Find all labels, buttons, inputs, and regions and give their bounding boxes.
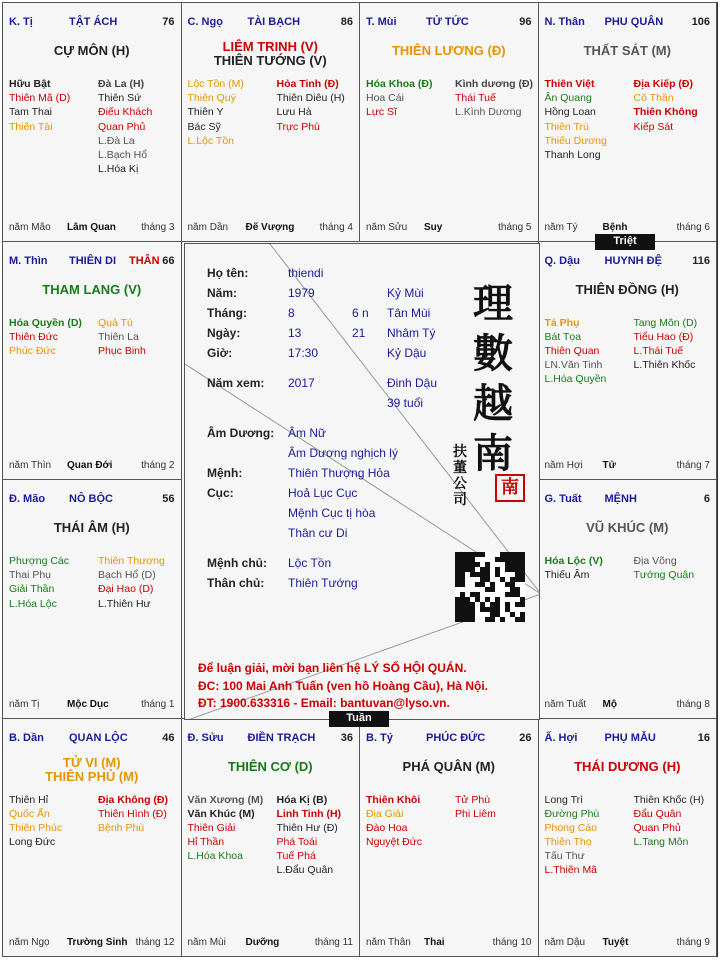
minor-star: Tam Thai xyxy=(9,106,52,119)
info-ngay-cc: Nhâm Tý xyxy=(387,326,436,340)
palace-footer xyxy=(545,699,711,710)
minor-star: Thiên Hỉ xyxy=(9,793,49,806)
palace-header xyxy=(188,16,354,28)
minor-star: Địa Kiếp (Đ) xyxy=(633,78,694,90)
info-gio-cc: Kỷ Dậu xyxy=(387,346,427,360)
star-column-left xyxy=(545,316,607,387)
palace-year: năm Dần xyxy=(187,221,229,233)
minor-star: Địa Võng xyxy=(633,555,677,567)
minor-star: Đà La (H) xyxy=(98,78,145,90)
palace-age-number: 26 xyxy=(519,731,532,744)
minor-star: L.Hóa Lộc xyxy=(9,597,57,610)
minor-star: L.Đà La xyxy=(98,134,135,147)
palace-name: THIÊN DI xyxy=(69,254,117,267)
minor-star: Thiên Mã (D) xyxy=(9,92,71,105)
palace-footer xyxy=(9,699,175,710)
main-star: THAM LANG (V) xyxy=(42,281,142,297)
palace-age-number: 6 xyxy=(703,493,710,505)
palace-header xyxy=(366,16,532,28)
main-star: PHÁ QUÂN (M) xyxy=(402,758,495,774)
palace-branch: M. Thìn xyxy=(9,254,48,267)
palace-name: QUAN LỘC xyxy=(69,731,128,744)
palace-month: tháng 10 xyxy=(492,937,532,948)
contact-line: Để luận giải, mời bạn liên hệ LÝ SỐ HỘI QUÁN. xyxy=(198,661,467,675)
palace-phase: Mộc Dục xyxy=(67,698,109,710)
minor-star: Linh Tinh (H) xyxy=(276,807,342,820)
star-column-right xyxy=(98,554,165,611)
palace-name: TÀI BẠCH xyxy=(247,16,301,28)
palace-name: NÔ BỘC xyxy=(69,493,113,505)
palace-name: PHU QUÂN xyxy=(604,16,664,28)
minor-star: Thiên Sứ xyxy=(98,92,142,105)
minor-star: Thiên Quan xyxy=(544,344,600,357)
palace-branch: B. Dần xyxy=(9,731,44,744)
star-column-right xyxy=(98,793,168,836)
minor-star: Hóa Khoa (Đ) xyxy=(366,78,433,90)
calligraphy-side-text: 扶董公司 xyxy=(453,444,467,508)
star-column-right xyxy=(634,554,695,582)
minor-star: Thiên Y xyxy=(187,106,224,119)
palace-age-number: 66 xyxy=(162,254,175,267)
minor-star: Thiên Hình (Đ) xyxy=(98,807,167,820)
palace-cell-ngo[interactable] xyxy=(181,2,361,242)
minor-star: Thiên La xyxy=(98,330,139,343)
palace-header xyxy=(9,493,175,505)
star-column-right xyxy=(634,316,698,373)
info-cuc: Hoả Lục Cục xyxy=(288,486,358,500)
minor-star: Đẩu Quân xyxy=(633,807,682,820)
palace-phase: Mộ xyxy=(602,698,617,710)
minor-star: Thiên Giải xyxy=(187,821,236,834)
palace-header xyxy=(545,732,711,744)
minor-star: L.Hóa Quyền xyxy=(544,373,607,386)
palace-cell-hoi[interactable] xyxy=(538,718,718,958)
palace-age-number: 36 xyxy=(340,731,353,744)
minor-star: Thiếu Âm xyxy=(544,569,590,582)
minor-star: Thiên Tài xyxy=(9,120,53,133)
star-column-right xyxy=(277,77,345,134)
minor-star: Bác Sỹ xyxy=(187,120,221,133)
palace-month: tháng 3 xyxy=(141,221,175,233)
minor-star: L.Thiên Hư xyxy=(98,597,151,610)
info-ho-ten: thiendi xyxy=(288,266,324,280)
minor-star: Bạch Hổ (D) xyxy=(98,569,156,582)
tuan-marker: Tuần xyxy=(329,711,389,727)
info-am-duong-l: Âm Dương: xyxy=(207,426,275,440)
minor-star: Bát Tọa xyxy=(544,330,582,343)
minor-star: Trực Phù xyxy=(276,120,320,133)
minor-star: Nguyệt Đức xyxy=(366,836,423,849)
minor-star: Quan Phủ xyxy=(98,120,146,133)
palace-phase: Bệnh xyxy=(602,221,628,233)
calligraphy-char: 南 xyxy=(473,430,513,477)
minor-star: Thiên Thọ xyxy=(544,836,592,849)
minor-star: L.Bạch Hổ xyxy=(98,148,148,161)
info-am-duong: Âm Nữ xyxy=(288,426,327,440)
minor-star: Tuế Phá xyxy=(276,850,316,863)
info-menh-chu-l: Mệnh chủ: xyxy=(207,556,267,570)
palace-cell-mui[interactable] xyxy=(359,2,539,242)
minor-star: Hỉ Thần xyxy=(187,836,225,849)
info-nam-xem-l: Năm xem: xyxy=(207,376,265,390)
palace-branch: B. Tý xyxy=(366,731,393,744)
calligraphy-char: 理 xyxy=(473,280,513,327)
palace-month: tháng 5 xyxy=(498,221,532,233)
palace-month: tháng 11 xyxy=(314,937,353,948)
minor-star: Hóa Lộc (V) xyxy=(544,555,603,567)
info-ngay-l: Ngày: xyxy=(207,326,241,340)
minor-star: Thiên Khôi xyxy=(366,793,421,806)
palace-cell-ty[interactable] xyxy=(359,718,539,958)
palace-branch: Đ. Sửu xyxy=(187,731,224,744)
info-nam-xem-cc: Đinh Dậu xyxy=(387,376,438,390)
minor-star: Kình dương (Đ) xyxy=(455,78,534,90)
palace-cell-dau[interactable] xyxy=(538,241,718,481)
palace-month: tháng 1 xyxy=(141,698,175,710)
palace-header xyxy=(188,732,354,744)
minor-star: Hoa Cái xyxy=(366,92,404,105)
contact-line: ĐT: 1900.633316 - Email: bantuvan@lyso.vn. xyxy=(198,696,450,710)
minor-star: Tiểu Hao (Đ) xyxy=(633,330,694,343)
palace-age-number: 116 xyxy=(692,254,710,267)
palace-branch: C. Ngọ xyxy=(187,16,223,28)
star-column-left xyxy=(9,554,69,611)
palace-phase: Tử xyxy=(602,460,616,471)
info-nam: 1979 xyxy=(288,286,315,300)
palace-branch: G. Tuất xyxy=(544,493,582,505)
minor-star: Giải Thần xyxy=(9,583,55,596)
main-star: THÁI ÂM (H) xyxy=(53,520,130,535)
star-column-left xyxy=(9,77,70,134)
palace-name: PHỤ MẪU xyxy=(604,731,656,744)
palace-header xyxy=(9,732,175,744)
palace-year: năm Ngọ xyxy=(9,937,50,948)
minor-star: Thai Phụ xyxy=(9,569,52,582)
info-gio: 17:30 xyxy=(288,346,319,360)
contact-line: ĐC: 100 Mai Anh Tuấn (ven hồ Hoàng Cầu), Hà Nội. xyxy=(198,679,489,693)
main-star: THÁI DƯƠNG (H) xyxy=(574,758,681,774)
palace-year: năm Tị xyxy=(9,698,40,710)
palace-year: năm Dậu xyxy=(544,937,586,948)
star-column-left xyxy=(366,77,433,120)
minor-star: Hồng Loan xyxy=(544,106,596,119)
palace-phase: Quan Đới xyxy=(67,460,113,471)
palace-year: năm Thân xyxy=(366,937,411,948)
palace-footer xyxy=(545,937,711,948)
minor-star: Tả Phụ xyxy=(544,316,580,329)
star-column-right xyxy=(634,793,705,850)
minor-star: Văn Xương (M) xyxy=(187,793,264,806)
palace-cell-mao[interactable] xyxy=(2,479,182,719)
palace-footer xyxy=(9,460,175,471)
palace-header xyxy=(9,16,175,28)
palace-name: TỬ TỨC xyxy=(426,16,469,28)
info-than-chu-l: Thân chủ: xyxy=(207,576,265,590)
triet-marker: Triệt xyxy=(595,234,655,250)
info-cuc-l: Cục: xyxy=(207,486,234,500)
palace-year: năm Tuất xyxy=(544,698,587,710)
palace-age-number: 46 xyxy=(162,731,175,744)
minor-star: L.Đẩu Quân xyxy=(276,864,334,877)
star-column-left xyxy=(545,793,600,878)
main-star: THẤT SÁT (M) xyxy=(583,43,671,58)
palace-phase: Suy xyxy=(424,221,443,233)
palace-cell-thin[interactable] xyxy=(2,241,182,481)
star-column-right xyxy=(98,316,146,359)
minor-star: Ân Quang xyxy=(544,92,592,105)
star-column-right xyxy=(455,793,496,821)
palace-footer xyxy=(545,460,711,471)
minor-star: Lộc Tồn (M) xyxy=(187,78,244,90)
minor-star: Tang Môn (D) xyxy=(633,316,698,329)
minor-star: Hữu Bật xyxy=(9,78,51,90)
palace-name: HUYNH ĐỆ xyxy=(604,254,662,267)
palace-month: tháng 7 xyxy=(676,460,710,471)
minor-star: Quan Phủ xyxy=(633,821,681,834)
minor-star: Cô Thần xyxy=(633,92,674,105)
info-menh-l: Mệnh: xyxy=(207,466,243,480)
minor-star: Thiên Quý xyxy=(187,92,236,105)
minor-star: Thiên Thương xyxy=(98,555,165,567)
minor-star: Thiên Không xyxy=(633,106,698,119)
info-gio-l: Giờ: xyxy=(207,346,233,360)
info-ho-ten-l: Họ tên: xyxy=(207,266,249,280)
palace-header xyxy=(545,493,711,505)
minor-star: L.Hóa Khoa xyxy=(187,850,243,863)
palace-phase: Trường Sinh xyxy=(67,937,128,948)
palace-cell-tuat[interactable] xyxy=(538,479,718,719)
minor-star: Lực Sĩ xyxy=(366,106,397,119)
info-nam-cc: Kỷ Mùi xyxy=(387,286,424,300)
palace-branch: T. Mùi xyxy=(366,16,397,28)
minor-star: Long Đức xyxy=(9,836,56,849)
info-menh: Thiên Thượng Hỏa xyxy=(288,466,390,480)
palace-name: TẬT ÁCH xyxy=(69,16,118,28)
main-star: THIÊN ĐỒNG (H) xyxy=(575,281,679,297)
minor-star: Phượng Các xyxy=(9,555,70,567)
info-nam-xem: 2017 xyxy=(288,376,315,390)
star-column-left xyxy=(366,793,422,850)
star-column-left xyxy=(545,554,603,582)
palace-name: MỆNH xyxy=(604,493,637,505)
info-cuc3: Thân cư Di xyxy=(288,526,348,540)
palace-footer xyxy=(9,937,175,948)
minor-star: Thanh Long xyxy=(544,148,601,161)
main-star: THIÊN TƯỚNG (V) xyxy=(213,53,327,68)
minor-star: Phá Toái xyxy=(276,836,318,849)
palace-year: năm Tý xyxy=(544,221,578,233)
palace-cell-dan[interactable] xyxy=(2,718,182,958)
minor-star: Đại Hao (D) xyxy=(98,583,154,596)
minor-star: Thiên Trù xyxy=(544,120,589,133)
palace-age-number: 86 xyxy=(340,16,353,28)
palace-year: năm Mão xyxy=(9,221,51,233)
star-column-right xyxy=(634,77,698,134)
palace-phase: Thai xyxy=(424,937,445,948)
calligraphy-char: 越 xyxy=(473,380,513,427)
minor-star: L.Tang Môn xyxy=(633,836,689,849)
star-column-left xyxy=(9,316,82,359)
info-thang-n: 6 n xyxy=(352,306,369,320)
palace-footer xyxy=(366,937,532,948)
minor-star: Điếu Khách xyxy=(98,106,153,119)
star-column-right xyxy=(98,77,152,176)
info-am-duong2: Âm Dương nghịch lý xyxy=(288,446,398,460)
body-palace-marker: THÂN xyxy=(129,254,160,267)
minor-star: Hóa Kị (B) xyxy=(276,793,328,806)
minor-star: Phúc Đức xyxy=(9,344,56,357)
minor-star: Thiên Hư (Đ) xyxy=(276,821,338,834)
minor-star: L.Thiên Mã xyxy=(544,864,598,877)
minor-star: Đào Hoa xyxy=(366,821,408,834)
star-column-right xyxy=(455,77,533,120)
star-column-right xyxy=(277,793,342,878)
main-star: THIÊN LƯƠNG (Đ) xyxy=(391,43,506,58)
minor-star: Lưu Hà xyxy=(276,106,312,119)
info-thang-cc: Tân Mùi xyxy=(387,306,431,320)
palace-year: năm Sửu xyxy=(366,221,408,233)
minor-star: Địa Giải xyxy=(366,807,404,820)
minor-star: Quả Tú xyxy=(98,316,133,329)
palace-branch: K. Tị xyxy=(9,16,33,28)
palace-branch: Đ. Mão xyxy=(9,493,46,505)
palace-branch: Q. Dậu xyxy=(544,254,580,267)
qr-code xyxy=(455,552,525,622)
palace-month: tháng 2 xyxy=(141,460,175,471)
info-thang: 8 xyxy=(288,306,295,320)
minor-star: Đường Phù xyxy=(544,807,600,820)
palace-phase: Dưỡng xyxy=(245,937,280,948)
minor-star: L.Kình Dương xyxy=(455,106,522,119)
palace-cell-ti[interactable] xyxy=(2,2,182,242)
palace-branch: Ấ. Hợi xyxy=(544,731,578,744)
palace-month: tháng 12 xyxy=(135,937,175,948)
minor-star: L.Hóa Kị xyxy=(98,163,139,176)
minor-star: Thiếu Dương xyxy=(544,134,607,147)
minor-star: Phong Cáo xyxy=(544,821,598,834)
minor-star: Bệnh Phù xyxy=(98,821,145,834)
star-column-left xyxy=(188,77,244,148)
info-thang-l: Tháng: xyxy=(207,306,247,320)
minor-star: L.Thiên Khốc xyxy=(633,359,696,372)
palace-cell-suu[interactable] xyxy=(181,718,361,958)
palace-age-number: 106 xyxy=(691,16,710,28)
palace-year: năm Thìn xyxy=(9,460,52,471)
minor-star: Quốc Ấn xyxy=(9,807,50,820)
palace-cell-than[interactable] xyxy=(538,2,718,242)
palace-age-number: 16 xyxy=(697,731,710,744)
minor-star: Hỏa Tinh (Đ) xyxy=(276,78,339,90)
palace-age-number: 76 xyxy=(162,16,175,28)
info-cuc2: Mệnh Cục tị hòa xyxy=(288,506,376,520)
palace-footer xyxy=(188,937,354,948)
minor-star: Thái Tuế xyxy=(455,92,496,105)
minor-star: Long Trì xyxy=(544,793,584,806)
info-nam-l: Năm: xyxy=(207,286,238,300)
minor-star: Phục Binh xyxy=(98,344,146,357)
minor-star: Văn Khúc (M) xyxy=(187,807,255,820)
palace-age-number: 96 xyxy=(519,16,532,28)
main-star: CỰ MÔN (H) xyxy=(53,43,130,58)
minor-star: Thiên Đức xyxy=(9,330,59,343)
minor-star: L.Lộc Tồn xyxy=(187,134,235,147)
star-column-left xyxy=(545,77,607,162)
info-than-chu: Thiên Tướng xyxy=(288,576,358,590)
main-star: LIÊM TRINH (V) xyxy=(222,39,318,54)
minor-star: L.Thái Tuế xyxy=(633,344,684,357)
palace-month: tháng 8 xyxy=(676,698,710,710)
star-column-left xyxy=(9,793,62,850)
minor-star: Kiếp Sát xyxy=(633,120,674,133)
minor-star: Địa Không (Đ) xyxy=(98,793,168,806)
palace-footer xyxy=(545,222,711,233)
minor-star: LN.Văn Tinh xyxy=(544,359,603,372)
info-tuoi: 39 tuổi xyxy=(387,396,424,410)
palace-year: năm Mùi xyxy=(187,937,226,948)
minor-star: Phi Liêm xyxy=(455,807,496,820)
palace-month: tháng 6 xyxy=(676,221,710,233)
main-star: VŨ KHÚC (M) xyxy=(586,520,669,535)
main-star: THIÊN CƠ (D) xyxy=(227,758,313,774)
palace-branch: N. Thân xyxy=(544,16,585,28)
minor-star: Tướng Quân xyxy=(633,569,695,582)
minor-star: Thiên Phúc xyxy=(9,821,63,834)
palace-header xyxy=(545,16,711,28)
palace-phase: Tuyệt xyxy=(602,937,629,948)
minor-star: Tấu Thư xyxy=(544,850,585,863)
info-ngay: 13 xyxy=(288,326,302,340)
minor-star: Thiên Khốc (H) xyxy=(633,793,705,806)
palace-name: ĐIỀN TRẠCH xyxy=(247,731,316,744)
palace-age-number: 56 xyxy=(162,493,175,505)
palace-year: năm Hợi xyxy=(544,460,583,471)
chart-center-info xyxy=(184,243,540,720)
palace-header xyxy=(366,732,532,744)
info-ngay-n: 21 xyxy=(352,326,366,340)
palace-footer xyxy=(188,222,354,233)
minor-star: Thiên Việt xyxy=(544,78,595,90)
palace-phase: Đế Vượng xyxy=(245,221,295,233)
palace-month: tháng 9 xyxy=(676,937,710,948)
palace-header xyxy=(9,255,175,267)
minor-star: Thiên Diêu (H) xyxy=(276,92,345,105)
minor-star: Hóa Quyền (D) xyxy=(9,316,82,329)
info-menh-chu: Lộc Tồn xyxy=(288,556,332,570)
horoscope-chart xyxy=(2,2,718,957)
calligraphy-char: 數 xyxy=(473,330,513,377)
palace-footer xyxy=(9,222,175,233)
palace-footer xyxy=(366,222,532,233)
main-star: TỬ VI (M) xyxy=(62,754,121,770)
palace-header xyxy=(545,255,711,267)
minor-star: Tử Phù xyxy=(455,793,491,806)
palace-month: tháng 4 xyxy=(319,221,353,233)
red-stamp: 南 xyxy=(495,474,525,502)
palace-name: PHÚC ĐỨC xyxy=(426,731,486,744)
palace-phase: Lâm Quan xyxy=(67,221,116,233)
main-star: THIÊN PHỦ (M) xyxy=(45,768,139,784)
star-column-left xyxy=(188,793,264,864)
